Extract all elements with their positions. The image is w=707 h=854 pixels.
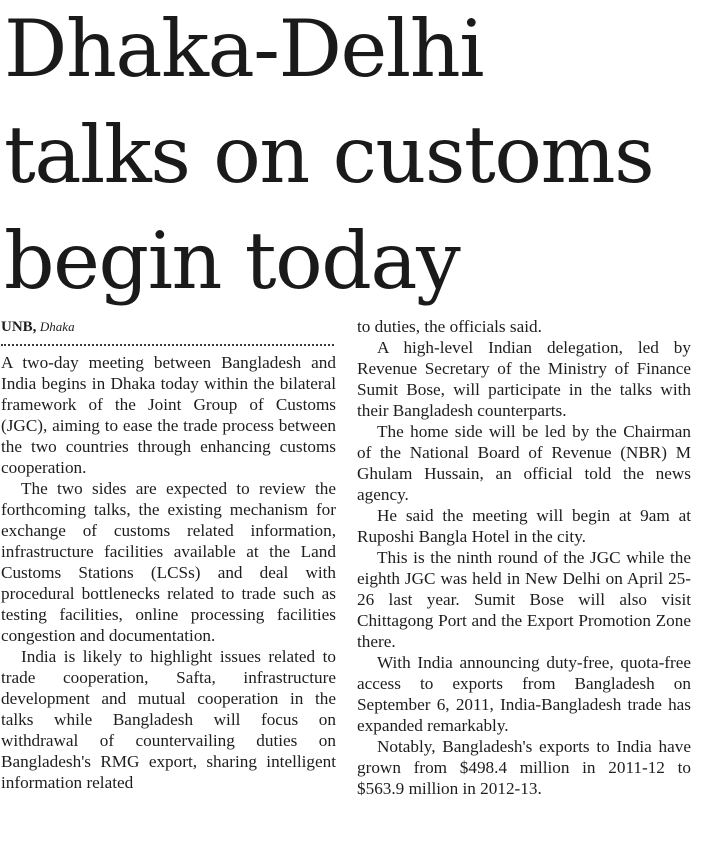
article-paragraph: The home side will be led by the Chairman of the National Board of Revenue (NBR) M Ghulam Hussain, an official told the news agency. bbox=[357, 422, 691, 504]
byline bbox=[1, 316, 336, 337]
article-paragraph: He said the meeting will begin at 9am at Ruposhi Bangla Hotel in the city. bbox=[357, 506, 691, 546]
article-column-left bbox=[1, 316, 336, 793]
headline-line-2: talks on customs bbox=[4, 109, 654, 201]
byline-agency: UNB, bbox=[1, 319, 37, 335]
byline-location: Dhaka bbox=[39, 319, 75, 334]
headline bbox=[4, 0, 704, 314]
article-paragraph-continuation: to duties, the officials said. bbox=[357, 317, 542, 336]
article-paragraph: This is the ninth round of the JGC while the eighth JGC was held in New Delhi on April 25-26 last year. Sumit Bose will also visit Chittagong Port and the Export Promotion Zone there. bbox=[357, 548, 691, 651]
article-paragraph: Notably, Bangladesh's exports to India have grown from $498.4 million in 2011-12 to $563.9 million in 2012-13. bbox=[357, 737, 691, 798]
article-paragraph: A two-day meeting between Bangladesh and India begins in Dhaka today within the bilateral framework of the Joint Group of Customs (JGC), aiming to ease the trade process between the two countries through enhancing customs cooperation. bbox=[1, 353, 336, 477]
article-paragraph: With India announcing duty-free, quota-free access to exports from Bangladesh on September 6, 2011, India-Bangladesh trade has expanded remarkably. bbox=[357, 653, 691, 735]
article-column-right bbox=[357, 316, 691, 799]
headline-line-1: Dhaka-Delhi bbox=[4, 3, 484, 95]
article-paragraph: India is likely to highlight issues related to trade cooperation, Safta, infrastructure development and mutual cooperation in the talks while Bangladesh will focus on withdrawal of countervailing duties on Bangladesh's RMG export, sharing intelligent information related bbox=[1, 647, 336, 792]
headline-line-3: begin today bbox=[4, 215, 460, 307]
dotted-divider bbox=[1, 344, 334, 346]
article-paragraph: The two sides are expected to review the forthcoming talks, the existing mechanism for exchange of customs related information, infrastructure facilities available at the Land Customs Stations (LCSs) and deal with procedural bottlenecks related to trade such as testing facilities, online processing facilities congestion and documentation. bbox=[1, 479, 336, 645]
article-paragraph: A high-level Indian delegation, led by Revenue Secretary of the Ministry of Finance Sumit Bose, will participate in the talks with their Bangladesh counterparts. bbox=[357, 338, 691, 420]
